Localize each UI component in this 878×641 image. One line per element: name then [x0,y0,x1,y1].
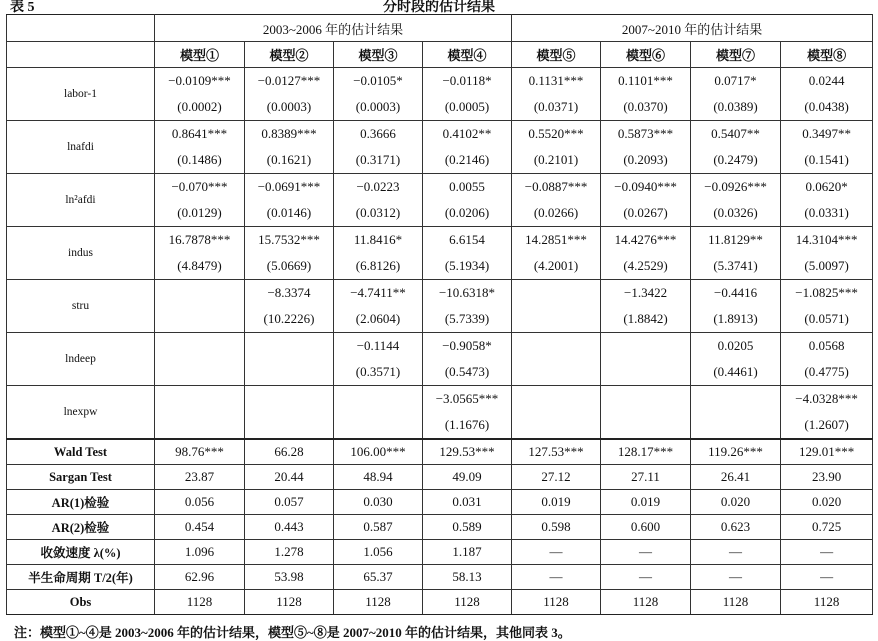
coefficient-cell: 14.2851*** [512,227,601,254]
model-header-cell: 模型③ [334,42,423,68]
stat-name: AR(1)检验 [7,490,155,515]
std-error-cell: (0.2093) [601,147,691,174]
stat-value-cell: 106.00*** [334,439,423,465]
stat-value-cell: 0.587 [334,515,423,540]
std-error-cell: (0.0005) [423,94,512,121]
coefficient-cell [512,386,601,413]
stat-value-cell: 20.44 [245,465,334,490]
model-header-cell: 模型⑤ [512,42,601,68]
model-header-cell: 模型① [155,42,245,68]
std-error-cell: (4.8479) [155,253,245,280]
coefficient-cell: −1.0825*** [781,280,873,307]
std-error-cell [245,412,334,439]
table-label: 表 5 [10,0,35,15]
std-error-cell [691,412,781,439]
stat-row [7,515,873,540]
coefficient-cell: 0.8389*** [245,121,334,148]
coefficient-cell [155,386,245,413]
stat-value-cell: 1.056 [334,540,423,565]
stat-value-cell: 48.94 [334,465,423,490]
coefficient-cell: −0.9058* [423,333,512,360]
stat-value-cell: 1128 [334,590,423,615]
stat-row [7,590,873,615]
stat-value-cell: 65.37 [334,565,423,590]
stat-value-cell: 127.53*** [512,439,601,465]
stat-value-cell: — [601,565,691,590]
stat-row [7,565,873,590]
coefficient-cell: 0.0717* [691,68,781,95]
coefficient-cell: 0.0568 [781,333,873,360]
std-error-cell [512,359,601,386]
std-error-cell [512,306,601,333]
coefficient-cell [512,333,601,360]
std-error-cell: (0.0438) [781,94,873,121]
std-error-cell: (1.8842) [601,306,691,333]
coefficient-cell: −0.0940*** [601,174,691,201]
variable-name: indus [7,227,155,280]
coefficient-cell: 0.3497** [781,121,873,148]
coefficient-cell: −1.3422 [601,280,691,307]
std-error-cell: (0.1541) [781,147,873,174]
std-error-cell: (0.1486) [155,147,245,174]
std-error-cell: (0.0003) [334,94,423,121]
stat-value-cell: 0.019 [512,490,601,515]
stat-value-cell: — [691,565,781,590]
stat-value-cell: 128.17*** [601,439,691,465]
std-error-cell: (5.0669) [245,253,334,280]
stat-value-cell: 58.13 [423,565,512,590]
stat-value-cell: 1128 [691,590,781,615]
coefficient-cell: 0.5873*** [601,121,691,148]
coefficient-cell [691,386,781,413]
coefficient-cell [601,333,691,360]
results-table [6,14,873,615]
model-header-cell: 模型⑦ [691,42,781,68]
std-error-cell [155,306,245,333]
stat-row [7,490,873,515]
stat-name: 收敛速度 λ(%) [7,540,155,565]
std-error-cell: (0.0129) [155,200,245,227]
table-row [7,68,873,95]
std-error-cell: (0.0331) [781,200,873,227]
std-error-cell: (0.0389) [691,94,781,121]
std-error-cell [155,359,245,386]
std-error-cell: (0.0267) [601,200,691,227]
variable-name: lnexpw [7,386,155,440]
coefficient-cell: −8.3374 [245,280,334,307]
std-error-cell: (0.0266) [512,200,601,227]
stat-value-cell: 119.26*** [691,439,781,465]
header-row [7,15,873,42]
stat-name: 半生命周期 T/2(年) [7,565,155,590]
coefficient-cell: 0.8641*** [155,121,245,148]
stat-value-cell: 0.443 [245,515,334,540]
stat-value-cell: — [512,540,601,565]
variable-name: lnafdi [7,121,155,174]
std-error-cell: (2.0604) [334,306,423,333]
coefficient-cell: −0.0127*** [245,68,334,95]
coefficient-cell [334,386,423,413]
model-header-cell: 模型④ [423,42,512,68]
std-error-cell: (0.2479) [691,147,781,174]
coefficient-cell: −0.0109*** [155,68,245,95]
coefficient-cell: 0.5407** [691,121,781,148]
coefficient-cell: 0.0055 [423,174,512,201]
coefficient-cell: 6.6154 [423,227,512,254]
std-error-cell: (0.0146) [245,200,334,227]
coefficient-cell [512,280,601,307]
coefficient-cell: −4.0328*** [781,386,873,413]
stat-value-cell: 0.057 [245,490,334,515]
std-error-cell: (0.0571) [781,306,873,333]
model-corner [7,42,155,68]
std-error-cell: (0.0312) [334,200,423,227]
table-row [7,121,873,148]
coefficient-cell [245,333,334,360]
coefficient-cell: 0.0205 [691,333,781,360]
std-error-cell: (0.5473) [423,359,512,386]
coefficient-cell: −3.0565*** [423,386,512,413]
stat-value-cell: 0.725 [781,515,873,540]
table-caption [0,0,878,14]
variable-name: stru [7,280,155,333]
stat-value-cell: 1.096 [155,540,245,565]
coefficient-cell: −0.0118* [423,68,512,95]
coefficient-cell: 0.0244 [781,68,873,95]
stat-name: Sargan Test [7,465,155,490]
std-error-cell: (0.3171) [334,147,423,174]
stat-value-cell: 49.09 [423,465,512,490]
model-header-cell: 模型② [245,42,334,68]
stat-value-cell: 0.589 [423,515,512,540]
stat-value-cell: 0.600 [601,515,691,540]
header-group: 2003~2006 年的估计结果 [155,15,512,42]
stat-value-cell: — [512,565,601,590]
stat-value-cell: 0.020 [781,490,873,515]
coefficient-cell: −0.0223 [334,174,423,201]
model-row [7,42,873,68]
stat-value-cell: 0.031 [423,490,512,515]
std-error-cell: (1.8913) [691,306,781,333]
stat-value-cell: 0.454 [155,515,245,540]
coefficient-cell: 11.8416* [334,227,423,254]
table-row [7,174,873,201]
header-corner [7,15,155,42]
coefficient-cell: −0.0926*** [691,174,781,201]
stat-value-cell: 27.12 [512,465,601,490]
coefficient-cell: −0.4416 [691,280,781,307]
table-title: 分时段的估计结果 [383,0,495,14]
table-row [7,227,873,254]
std-error-cell [601,412,691,439]
std-error-cell: (0.0326) [691,200,781,227]
coefficient-cell: 15.7532*** [245,227,334,254]
stat-name: Obs [7,590,155,615]
variable-name: lndeep [7,333,155,386]
coefficient-cell: 0.3666 [334,121,423,148]
coefficient-cell [155,280,245,307]
std-error-cell: (5.1934) [423,253,512,280]
coefficient-cell: −4.7411** [334,280,423,307]
coefficient-cell: −0.0691*** [245,174,334,201]
coefficient-cell: 16.7878*** [155,227,245,254]
stat-value-cell: 1128 [245,590,334,615]
stat-value-cell: 1128 [601,590,691,615]
stat-value-cell: 53.98 [245,565,334,590]
coefficient-cell: 0.4102** [423,121,512,148]
std-error-cell: (0.3571) [334,359,423,386]
stat-value-cell: 23.90 [781,465,873,490]
stat-value-cell: 129.01*** [781,439,873,465]
stat-row [7,540,873,565]
coefficient-cell: −0.1144 [334,333,423,360]
coefficient-cell: 0.5520*** [512,121,601,148]
stat-value-cell: 1128 [512,590,601,615]
coefficient-cell: 0.1131*** [512,68,601,95]
coefficient-cell: −0.070*** [155,174,245,201]
std-error-cell: (1.2607) [781,412,873,439]
std-error-cell [601,359,691,386]
variable-name: ln²afdi [7,174,155,227]
stat-value-cell: 27.11 [601,465,691,490]
std-error-cell: (0.4461) [691,359,781,386]
coefficient-cell: 14.4276*** [601,227,691,254]
coefficient-cell: 11.8129** [691,227,781,254]
stat-value-cell: 0.030 [334,490,423,515]
stat-value-cell: 26.41 [691,465,781,490]
std-error-cell: (10.2226) [245,306,334,333]
stat-value-cell: — [781,565,873,590]
stat-value-cell: 98.76*** [155,439,245,465]
stat-value-cell: 0.598 [512,515,601,540]
std-error-cell: (0.0003) [245,94,334,121]
coefficient-cell [601,386,691,413]
std-error-cell: (0.2101) [512,147,601,174]
stat-value-cell: 129.53*** [423,439,512,465]
header-group: 2007~2010 年的估计结果 [512,15,873,42]
std-error-cell: (5.3741) [691,253,781,280]
stat-value-cell: — [601,540,691,565]
stat-name: Wald Test [7,439,155,465]
std-error-cell: (0.0002) [155,94,245,121]
table-row [7,280,873,307]
stat-value-cell: 0.019 [601,490,691,515]
std-error-cell [245,359,334,386]
variable-name: labor-1 [7,68,155,121]
table-row [7,333,873,360]
std-error-cell [155,412,245,439]
stat-row [7,465,873,490]
std-error-cell: (4.2001) [512,253,601,280]
coefficient-cell: −0.0887*** [512,174,601,201]
std-error-cell: (5.0097) [781,253,873,280]
table-row [7,386,873,413]
std-error-cell: (1.1676) [423,412,512,439]
stat-value-cell: 1128 [781,590,873,615]
model-header-cell: 模型⑥ [601,42,691,68]
std-error-cell: (0.0371) [512,94,601,121]
coefficient-cell [155,333,245,360]
stat-value-cell: 66.28 [245,439,334,465]
std-error-cell: (0.0206) [423,200,512,227]
std-error-cell [334,412,423,439]
stat-value-cell: — [691,540,781,565]
table-note: 注：模型①~④是 2003~2006 年的估计结果，模型⑤~⑧是 2007~2010 年的估计结果，其他同表 3。 [14,625,571,640]
std-error-cell: (0.2146) [423,147,512,174]
std-error-cell: (6.8126) [334,253,423,280]
std-error-cell: (5.7339) [423,306,512,333]
coefficient-cell: 0.0620* [781,174,873,201]
coefficient-cell [245,386,334,413]
stat-row [7,439,873,465]
std-error-cell: (4.2529) [601,253,691,280]
stat-value-cell: 0.623 [691,515,781,540]
stat-value-cell: 23.87 [155,465,245,490]
coefficient-cell: −10.6318* [423,280,512,307]
std-error-cell: (0.1621) [245,147,334,174]
stat-value-cell: 0.056 [155,490,245,515]
std-error-cell [512,412,601,439]
stat-value-cell: 1.187 [423,540,512,565]
stat-value-cell: 1128 [155,590,245,615]
stat-value-cell: 1.278 [245,540,334,565]
stat-name: AR(2)检验 [7,515,155,540]
std-error-cell: (0.4775) [781,359,873,386]
stat-value-cell: — [781,540,873,565]
coefficient-cell: 14.3104*** [781,227,873,254]
coefficient-cell: 0.1101*** [601,68,691,95]
std-error-cell: (0.0370) [601,94,691,121]
stat-value-cell: 62.96 [155,565,245,590]
coefficient-cell: −0.0105* [334,68,423,95]
model-header-cell: 模型⑧ [781,42,873,68]
stat-value-cell: 0.020 [691,490,781,515]
stat-value-cell: 1128 [423,590,512,615]
